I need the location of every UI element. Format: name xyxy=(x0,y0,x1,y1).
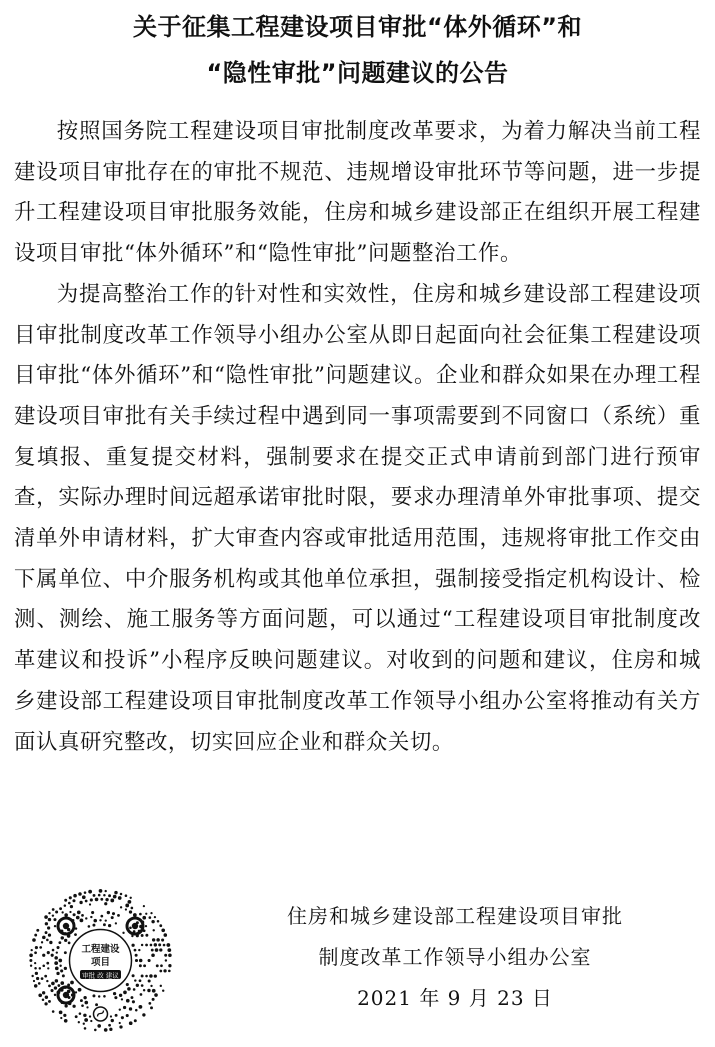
qr-dot xyxy=(160,985,162,987)
qr-dot xyxy=(74,933,77,936)
qr-dot xyxy=(155,948,159,952)
qr-dot xyxy=(131,944,134,947)
qr-dot xyxy=(108,894,111,897)
qr-dot xyxy=(135,959,138,962)
qr-dot xyxy=(93,894,96,897)
qr-dot xyxy=(161,939,164,942)
qr-dot xyxy=(107,911,110,914)
qr-dot xyxy=(59,965,61,967)
qr-dot xyxy=(131,907,134,910)
qr-dot xyxy=(82,895,86,899)
qr-dot xyxy=(36,929,39,932)
qr-dot xyxy=(33,980,35,982)
qr-dot xyxy=(45,931,48,934)
qr-dot xyxy=(80,999,83,1002)
qr-dot xyxy=(133,988,136,991)
qr-dot xyxy=(47,951,50,954)
qr-dot xyxy=(72,1005,75,1008)
qr-dot xyxy=(63,1014,66,1017)
qr-dot xyxy=(88,890,92,894)
qr-dot xyxy=(154,993,158,997)
qr-dot xyxy=(36,977,39,980)
qr-dot xyxy=(162,989,164,991)
qr-dot xyxy=(115,1014,118,1017)
qr-dot xyxy=(161,928,165,932)
qr-dot xyxy=(48,1000,51,1003)
qr-dot xyxy=(138,949,140,951)
qr-dot xyxy=(117,914,120,917)
qr-dot xyxy=(129,1021,133,1025)
qr-dot xyxy=(139,979,142,982)
qr-dot xyxy=(83,996,86,999)
qr-dot xyxy=(59,907,62,910)
qr-dot xyxy=(34,934,37,937)
qr-dot xyxy=(145,913,147,915)
qr-dot xyxy=(39,967,41,969)
qr-dot xyxy=(152,989,156,993)
qr-dot xyxy=(79,1012,82,1015)
mini-program-code[interactable] xyxy=(28,888,173,1033)
qr-dot xyxy=(92,924,95,927)
qr-dot xyxy=(113,992,116,995)
qr-dot xyxy=(99,919,101,921)
qr-dot xyxy=(112,912,115,915)
qr-dot xyxy=(90,1020,92,1022)
qr-dot xyxy=(164,954,167,957)
qr-dot xyxy=(61,936,64,939)
qr-dot xyxy=(131,996,134,999)
qr-dot xyxy=(153,929,155,931)
signature-org-line-1: 住房和城乡建设部工程建设项目审批 xyxy=(287,904,623,928)
qr-dot xyxy=(120,906,122,908)
qr-dot xyxy=(64,967,67,970)
qr-dot xyxy=(61,911,63,913)
qr-dot xyxy=(125,904,129,908)
qr-dot xyxy=(94,1029,97,1032)
qr-dot xyxy=(154,916,156,918)
qr-dot xyxy=(90,916,92,918)
qr-dot xyxy=(93,919,97,923)
qr-dot xyxy=(31,949,33,951)
qr-dot xyxy=(139,964,142,967)
qr-dot xyxy=(70,905,73,908)
qr-dot xyxy=(64,939,67,942)
qr-dot xyxy=(38,993,42,997)
qr-dot xyxy=(156,938,160,942)
qr-dot xyxy=(114,996,117,999)
wechat-mini-program-icon xyxy=(94,1007,108,1021)
qr-dot xyxy=(150,944,153,947)
qr-dot xyxy=(54,925,56,927)
qr-dot xyxy=(160,964,163,967)
qr-dot xyxy=(54,986,57,989)
qr-dot xyxy=(84,891,87,894)
qr-dot xyxy=(104,1028,108,1032)
qr-dot xyxy=(64,913,68,917)
qr-dot xyxy=(85,917,87,919)
qr-dot xyxy=(34,951,37,954)
qr-dot xyxy=(41,977,44,980)
qr-dot xyxy=(68,942,71,945)
qr-dot xyxy=(73,894,77,898)
qr-center-caption: 审批 改 建议 xyxy=(82,971,119,980)
qr-finder-dot xyxy=(132,923,138,929)
qr-dot xyxy=(58,941,61,944)
qr-dot xyxy=(135,954,138,957)
qr-dot xyxy=(164,933,168,937)
qr-dot xyxy=(64,951,67,954)
qr-dot xyxy=(103,894,105,896)
qr-dot xyxy=(159,924,162,927)
qr-center-label-2: 项目 xyxy=(90,957,111,968)
qr-dot xyxy=(108,924,111,927)
qr-dot xyxy=(39,946,42,949)
qr-dot xyxy=(55,979,58,982)
qr-dot xyxy=(52,914,54,916)
qr-dot xyxy=(145,925,147,927)
qr-dot xyxy=(105,890,107,892)
qr-dot xyxy=(98,995,100,997)
qr-dot xyxy=(151,949,154,952)
qr-dot xyxy=(128,900,132,904)
qr-dot xyxy=(58,959,62,963)
qr-dot xyxy=(158,943,161,946)
title-line-2: “隐性审批”问题建议的公告 xyxy=(206,59,509,87)
qr-dot xyxy=(46,962,49,965)
qr-dot xyxy=(34,967,36,970)
notice-body xyxy=(14,112,701,763)
qr-dot xyxy=(119,1025,122,1028)
qr-dot xyxy=(103,995,106,998)
qr-dot xyxy=(64,899,67,902)
qr-dot xyxy=(119,994,122,997)
qr-dot xyxy=(134,1019,137,1022)
qr-dot xyxy=(143,905,145,907)
qr-dot xyxy=(114,891,117,894)
qr-dot xyxy=(42,954,45,957)
qr-dot xyxy=(64,904,66,907)
qr-dot xyxy=(97,1024,101,1028)
qr-dot xyxy=(95,898,99,902)
qr-dot xyxy=(84,1027,87,1030)
qr-dot xyxy=(54,961,58,965)
qr-dot xyxy=(105,898,108,901)
qr-dot xyxy=(49,941,52,944)
qr-dot xyxy=(56,972,59,975)
qr-dot xyxy=(145,934,148,937)
qr-dot xyxy=(121,998,123,1000)
qr-dot xyxy=(30,965,32,967)
qr-dot xyxy=(50,989,53,992)
qr-dot xyxy=(148,959,151,962)
qr-dot xyxy=(143,989,145,991)
qr-dot xyxy=(68,902,71,905)
qr-dot xyxy=(84,1018,88,1022)
qr-dot xyxy=(113,895,117,899)
qr-dot xyxy=(126,999,130,1003)
qr-dot xyxy=(122,932,124,934)
qr-dot xyxy=(151,920,154,923)
qr-dot xyxy=(126,983,129,986)
qr-dot xyxy=(152,938,155,941)
paragraph-2: 为提高整治工作的针对性和实效性，住房和城乡建设部工程建设项目审批制度改革工作领导小组办公室从即日起面向社会征集工程建设项目审批“体外循环”和“隐性审批”问题建议。企业和群众如果在办理工程建设项目审批有关手续过程中遇到同一事项需要到不同窗口（系统）重复填报、重复提交材料，强制要求在提交正式申请前到部门进行预审查，实际办理时间远超承诺审批时限，要求办理清单外审批事项、提交清单外申请材料，扩大审查内容或审批适用范围，违规将审批工作交由下属单位、中介服务机构或其他单位承担，强制接受指定机构设计、检测、测绘、施工服务等方面问题，可以通过“工程建设项目审批制度改革建议和投诉”小程序反映问题建议。对收到的问题和建议，住房和城乡建设部工程建设项目审批制度改革工作领导小组办公室将推动有关方面认真研究整改，切实回应企业和群众关切。 xyxy=(14,281,701,755)
qr-dot xyxy=(81,1004,84,1007)
qr-dot xyxy=(51,982,55,986)
qr-dot xyxy=(52,949,55,952)
qr-dot xyxy=(69,896,72,899)
qr-dot xyxy=(45,996,48,999)
qr-dot xyxy=(149,974,153,978)
signature-block xyxy=(245,896,665,1019)
qr-dot xyxy=(60,969,63,972)
qr-dot xyxy=(105,920,107,922)
qr-dot xyxy=(42,998,45,1001)
qr-dot xyxy=(149,916,152,919)
qr-dot xyxy=(126,1014,129,1017)
qr-dot xyxy=(147,989,150,992)
qr-dot xyxy=(90,898,93,901)
qr-dot xyxy=(141,984,144,987)
qr-dot xyxy=(47,926,50,929)
qr-dot xyxy=(132,1000,135,1003)
qr-dot xyxy=(121,1016,124,1019)
signature-org-line-2: 制度改革工作领导小组办公室 xyxy=(318,945,592,969)
qr-dot xyxy=(29,959,32,962)
qr-dot xyxy=(143,964,146,967)
qr-dot xyxy=(35,972,38,975)
qr-dot xyxy=(57,984,60,987)
qr-dot xyxy=(89,1015,91,1017)
qr-dot xyxy=(48,933,51,936)
title-line-1: 关于征集工程建设项目审批“体外循环”和 xyxy=(132,13,583,41)
qr-dot xyxy=(167,948,171,952)
qr-dot xyxy=(109,1028,112,1031)
qr-dot xyxy=(52,1010,55,1013)
qr-dot xyxy=(44,975,47,978)
qr-dot xyxy=(154,943,157,946)
qr-dot xyxy=(75,1015,78,1018)
qr-dot xyxy=(44,1002,47,1005)
qr-dot xyxy=(84,1001,88,1005)
qr-dot xyxy=(46,939,49,942)
qr-dot xyxy=(56,951,58,953)
qr-dot xyxy=(168,964,171,967)
qr-dot xyxy=(76,916,80,920)
qr-dot xyxy=(139,1005,143,1009)
qr-dot xyxy=(48,985,51,988)
qr-dot xyxy=(69,911,71,913)
qr-dot xyxy=(51,954,54,957)
qr-dot xyxy=(29,954,33,958)
qr-dot xyxy=(65,1004,68,1007)
qr-dot xyxy=(42,964,45,967)
qr-dot xyxy=(134,949,137,952)
qr-dot xyxy=(127,987,131,991)
qr-dot xyxy=(38,982,41,985)
qr-dot xyxy=(150,912,152,914)
qr-dot xyxy=(142,916,146,920)
qr-dot xyxy=(125,894,128,897)
qr-dot xyxy=(98,894,101,897)
mini-program-code-image xyxy=(28,888,173,1033)
qr-dot xyxy=(119,1008,121,1010)
qr-dot xyxy=(145,944,148,947)
paragraph-1: 按照国务院工程建设项目审批制度改革要求，为着力解决当前工程建设项目审批存在的审批不规范、违规增设审批环节等问题，进一步提升工程建设项目审批服务效能，住房和城乡建设部正在组织开展工程建设项目审批“体外循环”和“隐性审批”问题整治工作。 xyxy=(14,119,701,267)
signature-date: 2021 年 9 月 23 日 xyxy=(357,986,553,1010)
qr-dot xyxy=(135,1009,138,1012)
qr-dot xyxy=(163,969,166,972)
qr-dot xyxy=(139,959,143,963)
qr-dot xyxy=(92,994,95,997)
qr-dot xyxy=(123,1006,126,1009)
qr-dot xyxy=(70,981,74,985)
qr-dot xyxy=(132,974,135,977)
qr-dot xyxy=(45,922,48,925)
qr-dot xyxy=(59,1010,63,1014)
qr-dot xyxy=(141,975,144,978)
qr-dot xyxy=(140,993,143,996)
qr-dot xyxy=(88,925,91,928)
qr-dot xyxy=(123,991,127,995)
qr-dot xyxy=(85,900,88,903)
qr-dot xyxy=(129,910,132,913)
qr-dot xyxy=(62,974,65,977)
qr-dot xyxy=(130,897,132,899)
qr-dot xyxy=(110,899,114,903)
qr-dot xyxy=(55,911,58,914)
qr-dot xyxy=(54,994,56,996)
qr-dot xyxy=(91,911,94,914)
qr-dot xyxy=(48,912,50,914)
qr-dot xyxy=(77,911,81,915)
qr-dot xyxy=(148,979,151,982)
qr-dot xyxy=(31,975,33,977)
qr-dot xyxy=(73,913,76,916)
qr-dot xyxy=(115,922,117,924)
notice-title xyxy=(0,4,715,96)
qr-dot xyxy=(83,1014,86,1017)
qr-dot xyxy=(133,913,137,917)
qr-dot xyxy=(78,988,82,992)
qr-dot xyxy=(47,967,49,969)
qr-dot xyxy=(141,944,143,946)
qr-dot xyxy=(83,1023,85,1025)
qr-dot xyxy=(42,936,46,940)
qr-dot xyxy=(151,953,155,957)
qr-dot xyxy=(89,903,91,905)
qr-dot xyxy=(81,914,84,917)
qr-dot xyxy=(32,938,36,942)
qr-dot xyxy=(163,944,166,947)
qr-dot xyxy=(139,913,142,916)
qr-dot xyxy=(125,908,127,910)
qr-dot xyxy=(165,959,167,961)
qr-dot xyxy=(145,975,148,978)
qr-dot xyxy=(154,974,157,977)
qr-dot xyxy=(134,979,136,981)
qr-dot xyxy=(103,923,106,926)
qr-finder-dot xyxy=(63,923,69,929)
qr-dot xyxy=(108,1024,111,1027)
qr-dot xyxy=(80,919,84,923)
qr-dot xyxy=(148,1002,151,1005)
qr-dot xyxy=(136,984,139,987)
qr-dot xyxy=(78,892,82,896)
qr-dot xyxy=(78,1021,80,1023)
qr-dot xyxy=(111,1019,114,1022)
qr-center-label-1: 工程建设 xyxy=(81,944,120,955)
qr-dot xyxy=(34,962,36,964)
qr-dot xyxy=(104,902,107,905)
qr-dot xyxy=(150,985,152,987)
qr-finder-dot xyxy=(63,992,69,998)
qr-dot xyxy=(48,918,51,921)
qr-dot xyxy=(60,1017,62,1019)
qr-dot xyxy=(150,1006,153,1009)
qr-dot xyxy=(44,915,48,919)
qr-dot xyxy=(86,1006,88,1008)
qr-dot xyxy=(52,908,55,911)
qr-dot xyxy=(129,926,132,929)
qr-dot xyxy=(42,991,45,994)
qr-dot xyxy=(34,984,38,988)
qr-dot xyxy=(118,896,122,900)
qr-dot xyxy=(41,941,43,943)
qr-dot xyxy=(156,964,159,967)
qr-dot xyxy=(35,946,38,949)
qr-dot xyxy=(100,915,103,918)
qr-dot xyxy=(141,934,144,937)
qr-dot xyxy=(100,898,103,901)
qr-dot xyxy=(110,1015,112,1017)
qr-dot xyxy=(111,916,114,919)
qr-dot xyxy=(129,1007,132,1010)
qr-dot xyxy=(157,920,160,923)
qr-dot xyxy=(64,1019,68,1023)
qr-dot xyxy=(46,980,48,982)
qr-dot xyxy=(53,918,56,921)
qr-dot xyxy=(57,946,60,949)
qr-dot xyxy=(79,901,82,904)
qr-dot xyxy=(55,967,59,971)
qr-dot xyxy=(72,899,75,902)
qr-dot xyxy=(120,893,123,896)
qr-dot xyxy=(152,998,155,1001)
qr-dot xyxy=(119,1022,121,1024)
qr-dot xyxy=(168,954,172,958)
qr-dot xyxy=(95,1003,98,1006)
qr-dot xyxy=(54,956,58,960)
qr-dot xyxy=(142,1013,145,1016)
qr-dot xyxy=(99,889,103,893)
qr-dot xyxy=(166,943,170,947)
qr-dot xyxy=(60,981,64,985)
qr-dot xyxy=(159,970,162,973)
qr-dot xyxy=(159,948,162,951)
qr-dot xyxy=(168,970,171,973)
